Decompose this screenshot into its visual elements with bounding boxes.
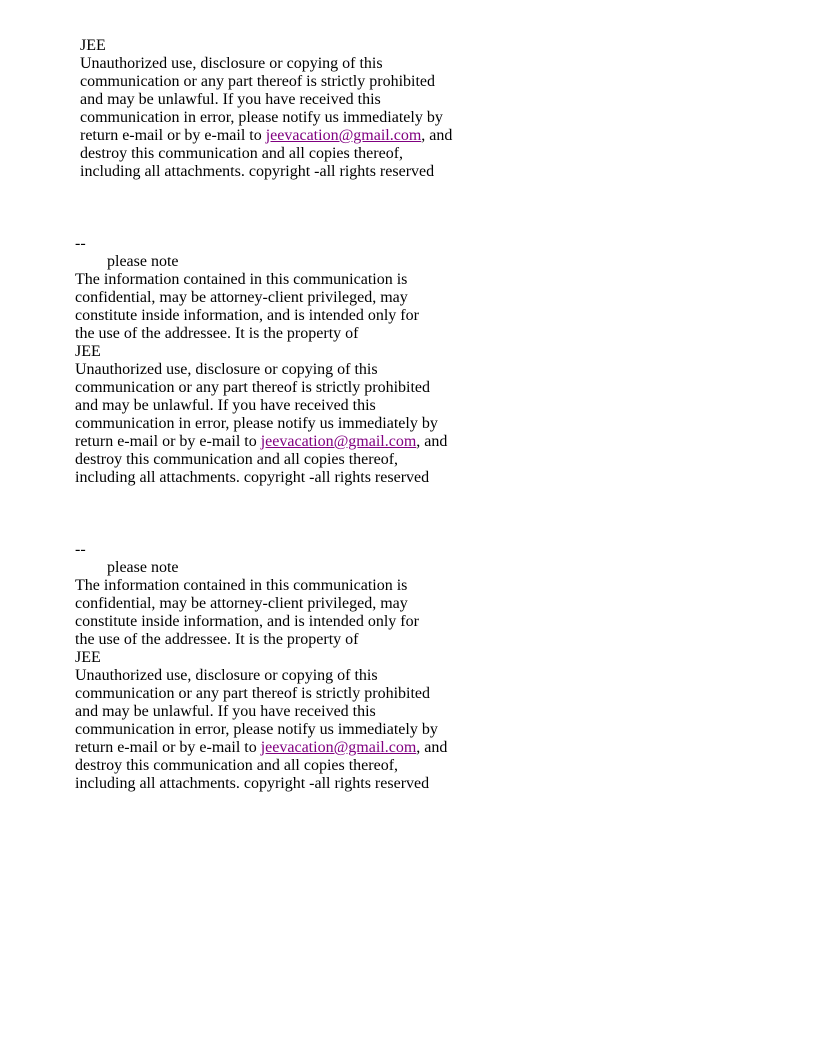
disclaimer-line: the use of the addressee. It is the property of	[75, 325, 359, 342]
disclaimer-line: including all attachments. copyright -all rights reserved	[75, 775, 430, 792]
signature-separator: --	[75, 541, 86, 558]
disclaimer-line: and may be unlawful. If you have received this	[80, 91, 381, 108]
note-heading: please note	[107, 559, 179, 576]
disclaimer-line: confidential, may be attorney-client privileged, may	[75, 289, 408, 306]
email-prefix: return e-mail or by e-mail to	[75, 739, 261, 756]
disclaimer-line: destroy this communication and all copies thereof,	[80, 145, 404, 162]
disclaimer-line: destroy this communication and all copies thereof,	[75, 757, 399, 774]
disclaimer-line: including all attachments. copyright -all rights reserved	[80, 163, 435, 180]
disclaimer-line: The information contained in this communication is	[75, 271, 408, 288]
email-suffix: , and	[416, 739, 448, 756]
disclaimer-line: and may be unlawful. If you have received this	[75, 397, 376, 414]
disclaimer-line: communication or any part thereof is strictly prohibited	[80, 73, 436, 90]
disclaimer-email-line	[80, 127, 480, 145]
disclaimer-line: communication or any part thereof is strictly prohibited	[75, 379, 431, 396]
disclaimer-line: communication in error, please notify us immediately by	[80, 109, 443, 126]
disclaimer-block	[75, 235, 475, 487]
disclaimer-line: Unauthorized use, disclosure or copying of this	[75, 361, 378, 378]
disclaimer-line: Unauthorized use, disclosure or copying of this	[75, 667, 378, 684]
disclaimer-line: and may be unlawful. If you have received this	[75, 703, 376, 720]
disclaimer-line: communication in error, please notify us immediately by	[75, 721, 438, 738]
disclaimer-email-line	[75, 739, 475, 757]
disclaimer-line: communication or any part thereof is strictly prohibited	[75, 685, 431, 702]
disclaimer-line: Unauthorized use, disclosure or copying of this	[80, 55, 383, 72]
disclaimer-line: JEE	[75, 649, 101, 666]
disclaimer-line: JEE	[80, 37, 106, 54]
disclaimer-line: constitute inside information, and is intended only for	[75, 613, 419, 630]
disclaimer-email-line	[75, 433, 475, 451]
disclaimer-line: JEE	[75, 343, 101, 360]
disclaimer-line: The information contained in this communication is	[75, 577, 408, 594]
disclaimer-line: the use of the addressee. It is the property of	[75, 631, 359, 648]
note-heading: please note	[107, 253, 179, 270]
email-suffix: , and	[416, 433, 448, 450]
email-prefix: return e-mail or by e-mail to	[80, 127, 266, 144]
email-prefix: return e-mail or by e-mail to	[75, 433, 261, 450]
disclaimer-line: communication in error, please notify us immediately by	[75, 415, 438, 432]
email-link[interactable]: jeevacation@gmail.com	[265, 127, 422, 144]
disclaimer-block	[75, 541, 475, 793]
email-link[interactable]: jeevacation@gmail.com	[260, 433, 417, 450]
email-suffix: , and	[421, 127, 453, 144]
disclaimer-line: constitute inside information, and is intended only for	[75, 307, 419, 324]
disclaimer-line: destroy this communication and all copies thereof,	[75, 451, 399, 468]
disclaimer-line: including all attachments. copyright -all rights reserved	[75, 469, 430, 486]
disclaimer-fragment	[80, 37, 480, 181]
disclaimer-line: confidential, may be attorney-client privileged, may	[75, 595, 408, 612]
email-link[interactable]: jeevacation@gmail.com	[260, 739, 417, 756]
signature-separator: --	[75, 235, 86, 252]
